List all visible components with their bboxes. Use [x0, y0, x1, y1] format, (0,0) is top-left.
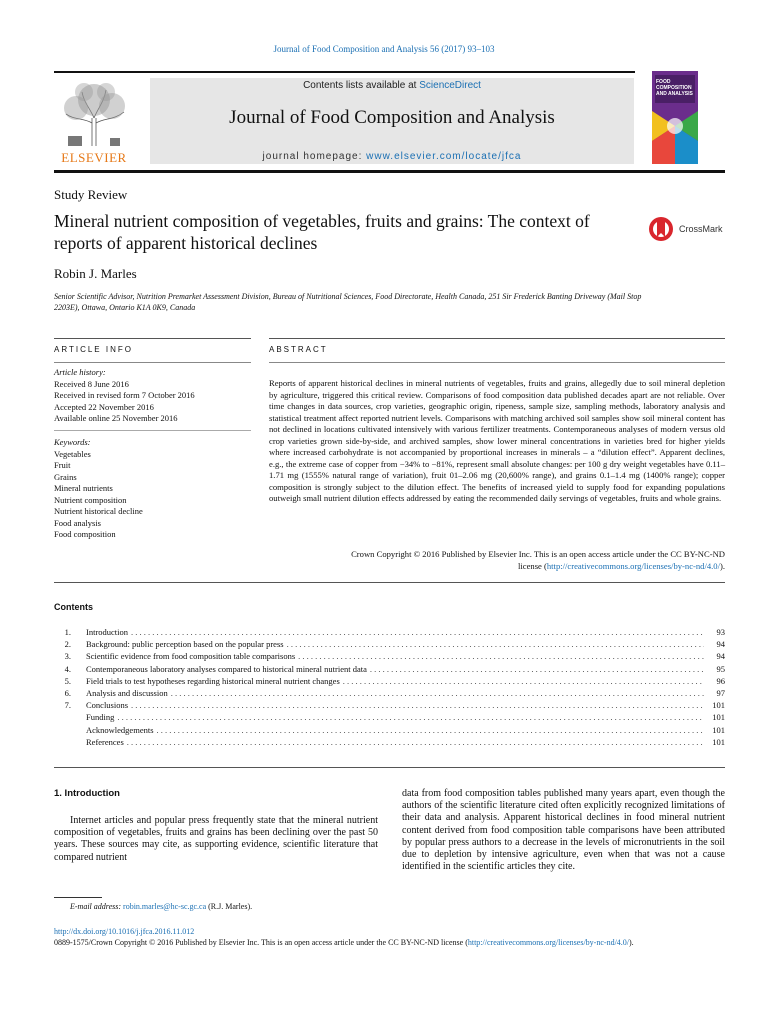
toc-row[interactable]	[54, 737, 725, 749]
abstract-copyright	[269, 549, 725, 572]
toc-number: 7.	[64, 700, 71, 711]
keywords-rule	[54, 430, 251, 431]
header-bottom-rule	[54, 170, 725, 173]
abstract-heading: ABSTRACT	[269, 345, 328, 354]
toc-page-number: 96	[716, 675, 725, 686]
footer-license	[54, 937, 725, 948]
keyword: Fruit	[54, 460, 71, 470]
footnote-rule	[54, 897, 102, 898]
toc-page-number: 101	[712, 700, 725, 711]
toc-number: 5.	[64, 675, 71, 686]
toc-leader	[298, 651, 704, 661]
license-prefix: license (	[518, 560, 547, 571]
keyword: Nutrient composition	[54, 494, 127, 505]
toc-number: 1.	[64, 627, 71, 637]
history-item: Received 8 June 2016	[54, 378, 129, 389]
crossmark-label: CrossMark	[679, 224, 723, 234]
keywords-label: Keywords:	[54, 437, 91, 447]
license-link[interactable]: http://creativecommons.org/licenses/by-nc-nd/4.0/	[546, 560, 720, 571]
journal-cover-image	[652, 71, 698, 164]
history-item: Received in revised form 7 October 2016	[54, 390, 195, 400]
toc-page-number: 101	[712, 712, 725, 723]
article-info-top-rule	[54, 338, 251, 339]
toc-row[interactable]	[54, 651, 725, 663]
homepage-link[interactable]: www.elsevier.com/locate/jfca	[366, 151, 522, 162]
toc-leader	[127, 737, 704, 747]
email-name: (R.J. Marles).	[206, 902, 253, 911]
keyword: Nutrient historical decline	[54, 506, 143, 516]
article-info-heading: ARTICLE INFO	[54, 345, 133, 354]
journal-title: Journal of Food Composition and Analysis	[229, 107, 555, 128]
footer-license-end: ).	[629, 938, 634, 947]
history-item: Accepted 22 November 2016	[54, 401, 154, 412]
cover-title: FOOD COMPOSITION AND ANALYSIS	[656, 79, 693, 97]
keyword: Grains	[54, 471, 77, 482]
toc-leader	[131, 627, 704, 637]
table-of-contents	[54, 627, 725, 749]
toc-row[interactable]	[54, 676, 725, 688]
toc-title[interactable]: Field trials to test hypotheses regarding historical mineral nutrient changes	[86, 675, 340, 686]
author-affiliation: Senior Scientific Advisor, Nutrition Premarket Assessment Division, Bureau of Nutritional Sciences, Food Directorate, Health Canada, 251 Sir Frederick Banting Driveway (Mail Stop 2203E), Ottawa, Ontario K1A 0K9, Canada	[54, 292, 642, 312]
toc-page-number: 93	[716, 627, 725, 637]
article-info-mid-rule	[54, 362, 251, 363]
toc-page-number: 94	[716, 651, 725, 662]
article-type: Study Review	[54, 187, 128, 202]
toc-title[interactable]: Scientific evidence from food composition table comparisons	[86, 651, 296, 662]
toc-page-number: 94	[716, 639, 725, 650]
contents-heading: Contents	[54, 602, 93, 612]
toc-leader	[117, 712, 704, 722]
keywords-list	[54, 437, 251, 541]
toc-page-number: 97	[716, 687, 725, 698]
article-title: Mineral nutrient composition of vegetables, fruits and grains: The context of reports of apparent historical declines	[54, 211, 590, 253]
email-link[interactable]: robin.marles@hc-sc.gc.ca	[123, 902, 207, 911]
toc-title[interactable]: Conclusions	[86, 700, 129, 711]
copyright-line: Crown Copyright © 2016 Published by Elsevier Inc. This is an open access article under the CC BY-NC-ND	[351, 549, 725, 559]
email-label: E-mail address:	[70, 902, 124, 911]
keyword: Vegetables	[54, 448, 91, 459]
article-history	[54, 367, 251, 425]
toc-page-number: 101	[712, 736, 725, 747]
toc-title[interactable]: Contemporaneous laboratory analyses compared to historical mineral nutrient data	[86, 663, 367, 674]
toc-row[interactable]	[54, 700, 725, 712]
author-name: Robin J. Marles	[54, 266, 137, 281]
toc-title[interactable]: References	[86, 736, 124, 747]
history-item: Available online 25 November 2016	[54, 413, 178, 423]
toc-number: 6.	[64, 687, 71, 698]
copyright-license	[269, 561, 725, 573]
toc-leader	[157, 725, 704, 735]
author-email-footnote	[70, 902, 252, 911]
journal-homepage	[150, 151, 634, 162]
toc-title[interactable]: Analysis and discussion	[86, 687, 168, 698]
toc-number: 3.	[64, 651, 71, 662]
toc-page-number: 101	[712, 724, 725, 735]
elsevier-wordmark: ELSEVIER	[61, 150, 127, 165]
toc-row[interactable]	[54, 639, 725, 651]
contents-available	[150, 80, 634, 91]
footer-license-link[interactable]: http://creativecommons.org/licenses/by-nc-nd/4.0/	[467, 938, 630, 947]
keyword: Mineral nutrients	[54, 483, 113, 493]
keyword: Food composition	[54, 529, 116, 539]
homepage-prefix: journal homepage:	[262, 151, 367, 162]
doi-link[interactable]: http://dx.doi.org/10.1016/j.jfca.2016.11.012	[54, 927, 195, 936]
intro-left-paragraph: Internet articles and popular press frequently state that the mineral nutrient composition of vegetables, fruits and grains has been declining over the past 50 years. These sources may cite, as supporting evidence, scientific literature that compared nutrient	[54, 815, 378, 863]
toc-title[interactable]: Background: public perception based on the popular press	[86, 639, 284, 650]
toc-leader	[171, 688, 704, 698]
intro-right-paragraph: data from food composition tables published many years apart, even though the authors of the scientific literature cited often explicitly recognized limitations of their data and analysis. Apparent historical declines in food mineral nutrient content derived from food composition table comparisons have been attributed by popular press authors to a decrease in the levels of micronutrients in the soil due to depletion by intensive agriculture, even when that was not a cause identified in the scientific articles they cite.	[402, 788, 725, 873]
toc-row[interactable]	[54, 712, 725, 724]
toc-title[interactable]: Funding	[86, 712, 115, 723]
abstract-bottom-rule	[54, 582, 725, 583]
toc-page-number: 95	[716, 663, 725, 674]
toc-leader	[370, 664, 704, 674]
license-suffix: ).	[719, 560, 725, 571]
toc-title[interactable]: Acknowledgements	[86, 724, 154, 735]
sciencedirect-link[interactable]: ScienceDirect	[419, 80, 481, 91]
section-1-heading: 1. Introduction	[54, 788, 120, 799]
history-label: Article history:	[54, 367, 106, 377]
abstract-mid-rule	[269, 362, 725, 363]
toc-leader	[287, 639, 704, 649]
toc-number: 4.	[64, 663, 71, 674]
footer-license-text: 0889-1575/Crown Copyright © 2016 Published by Elsevier Inc. This is an open access article under the CC BY-NC-ND license (	[54, 938, 468, 947]
crossmark-badge[interactable]	[648, 215, 728, 245]
contents-prefix: Contents lists available at	[303, 80, 420, 91]
toc-row[interactable]	[54, 627, 725, 639]
toc-number: 2.	[64, 639, 71, 650]
abstract-top-rule	[269, 338, 725, 339]
toc-title[interactable]: Introduction	[86, 627, 129, 637]
toc-row[interactable]	[54, 664, 725, 676]
toc-row[interactable]	[54, 688, 725, 700]
toc-leader	[131, 700, 704, 710]
toc-leader	[343, 676, 704, 686]
page-footer	[54, 926, 725, 948]
toc-row[interactable]	[54, 725, 725, 737]
abstract-text: Reports of apparent historical declines in mineral nutrients of vegetables, fruits and grains, allegedly due to soil mineral depletion by agriculture, triggered this critical review. Comparisons of food composition data published decades apart are not reliable. Over time changes in data sources, crop varieties, geographic origin, ripeness, sample size, sampling methods, laboratory analysis and statistical treatment affect reported nutrient levels. Comparisons with matching archived soil samples show soil mineral content has not declined in locations cultivated intensively with various fertilizer treatments. Contemporaneous analyses of modern versus old crop varieties grown side-by-side, and archived samples, show lower mineral concentrations in varieties bred for higher yields where increased carbohydrate is not accompanied by proportional increases in minerals – a “dilution effect”. Apparent declines, e.g., the extreme case of copper from −34% to −81%, represent small absolute changes: per 100 g dry weight vegetables have 0.11–1.71 mg (1555% natural range of variation), fruit 01–2.06 mg (20,600% range), and grains 0.1–1.4 mg (1400% range); copper composition is strongly subject to the dilution effect. The benefits of increased yield to supply food for expanding populations outweigh small nutrient dilution effects addressed by eating the recommended daily servings of vegetables, fruits and whole grains.	[269, 378, 725, 503]
journal-citation[interactable]: Journal of Food Composition and Analysis 56 (2017) 93–103	[273, 44, 495, 54]
contents-bottom-rule	[54, 767, 725, 768]
keyword: Food analysis	[54, 517, 101, 528]
header-top-rule	[54, 71, 635, 73]
